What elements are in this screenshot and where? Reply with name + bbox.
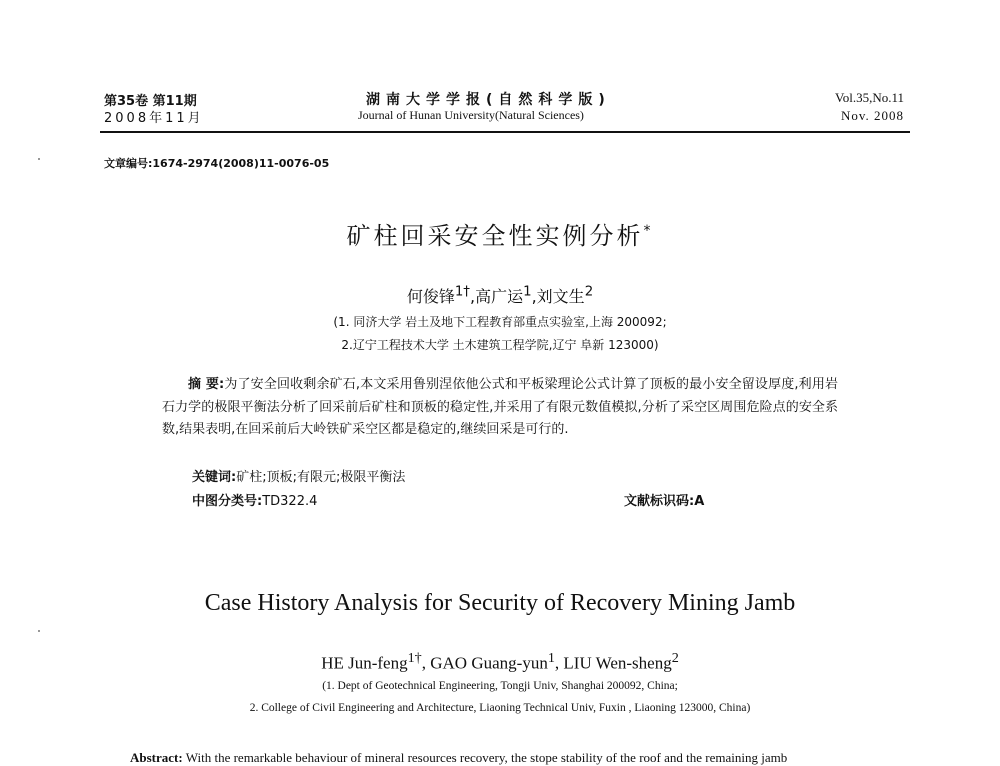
author-en-3: LIU Wen-sheng [563, 653, 672, 673]
authors-cn [0, 284, 1000, 307]
document-code-label: 文献标识码: [624, 494, 695, 509]
author-cn-separator: , [469, 287, 476, 306]
header-volume-en: Vol.35,No.11 [835, 90, 904, 105]
header-journal-cn: 湖南大学学报(自然科学版) [366, 92, 611, 108]
classification-number [192, 490, 317, 509]
header-rule [100, 131, 910, 133]
author-cn-2: 高广运 [475, 287, 524, 306]
title-cn-text: 矿柱回采安全性实例分析 [346, 222, 644, 250]
title-footnote-mark: * [643, 223, 654, 239]
scan-speck [38, 158, 40, 160]
abstract-cn-label: 摘 要: [188, 377, 225, 392]
author-en-2-sup: 1 [547, 650, 555, 666]
author-cn-1-sup: 1† [454, 284, 470, 300]
keywords-cn-text: 矿柱;顶板;有限元;极限平衡法 [236, 470, 406, 485]
title-en: Case History Analysis for Security of Recovery Mining Jamb [204, 590, 796, 616]
scan-speck [38, 630, 40, 632]
title-cn [0, 216, 1000, 251]
affiliation-cn-1: (1. 同济大学 岩土及地下工程教育部重点实验室,上海 200092; [333, 315, 667, 329]
abstract-en-label: Abstract: [130, 750, 183, 765]
header-volume-issue: 第35卷 第11期 [104, 94, 197, 109]
abstract-en-text: With the remarkable behaviour of mineral resources recovery, the stope stability of the roof and the remaining jamb [185, 750, 788, 765]
author-cn-separator: , [531, 287, 537, 306]
article-number: 文章编号:1674-2974(2008)11-0076-05 [104, 157, 330, 170]
author-en-separator: , [421, 653, 431, 673]
document-code-value: A [694, 494, 705, 509]
header-journal-en: Journal of Hunan University(Natural Sciences) [358, 108, 584, 122]
keywords-cn [192, 466, 405, 485]
keywords-cn-label: 关键词: [192, 470, 237, 485]
author-en-1-sup: 1† [407, 650, 422, 666]
header-date-en: Nov. 2008 [840, 108, 904, 123]
author-en-separator: , [554, 653, 564, 673]
author-en-3-sup: 2 [671, 650, 679, 666]
author-cn-2-sup: 1 [523, 284, 532, 300]
authors-en [0, 650, 1000, 674]
affiliation-en-1: (1. Dept of Geotechnical Engineering, Tongji Univ, Shanghai 200092, China; [322, 680, 678, 692]
abstract-cn [162, 374, 838, 442]
affiliation-en-2: 2. College of Civil Engineering and Architecture, Liaoning Technical Univ, Fuxin , Liaoning 123000, China) [249, 702, 751, 714]
author-en-1: HE Jun-feng [321, 653, 408, 673]
author-en-2: GAO Guang-yun [430, 653, 548, 673]
classification-label: 中图分类号: [192, 494, 263, 509]
abstract-cn-text: 为了安全回收剩余矿石,本文采用鲁别涅依他公式和平板梁理论公式计算了顶板的最小安全留设厚度,利用岩石力学的极限平衡法分析了回采前后矿柱和顶板的稳定性,并采用了有限元数值模拟,分析了采空区周围危险点的安全系数,结果表明,在回采前后大岭铁矿采空区都是稳定的,继续回采是可行的. [162, 377, 838, 437]
abstract-en [130, 750, 787, 766]
author-cn-3: 刘文生 [536, 287, 585, 306]
document-code [624, 490, 704, 509]
author-cn-1: 何俊锋 [406, 287, 455, 306]
author-cn-3-sup: 2 [584, 284, 594, 300]
header-date: 2008年11月 [104, 111, 204, 126]
classification-value: TD322.4 [262, 494, 318, 509]
affiliation-cn-2: 2.辽宁工程技术大学 土木建筑工程学院,辽宁 阜新 123000) [341, 338, 659, 352]
